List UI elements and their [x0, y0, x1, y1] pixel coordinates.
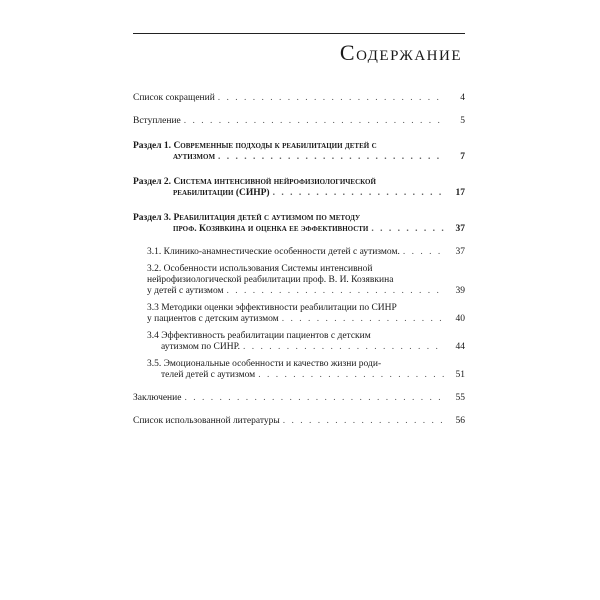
toc-entry-3-3[interactable]: [133, 303, 465, 325]
toc-entry-text: Список сокращений: [133, 93, 215, 103]
toc-entry-3-1[interactable]: [133, 247, 465, 258]
toc-entry-introduction[interactable]: [133, 116, 465, 127]
leader-dots: [403, 247, 444, 258]
page-number: 37: [455, 224, 465, 234]
toc-entry-line1: 3.2. Особенности использования Системы интенсивной: [147, 264, 373, 274]
section-title-line1: Современные подходы к реабилитации детей с: [173, 141, 377, 151]
toc-entry-line3: у детей с аутизмом: [147, 286, 224, 296]
leader-dots: [184, 116, 444, 127]
section-title-line2: аутизмом: [173, 152, 216, 162]
page-number: 51: [455, 370, 465, 380]
section-title-line2: проф. Козявкина и оценка ее эффективности: [173, 224, 369, 234]
leader-dots: [283, 416, 444, 427]
page-title: Содержание: [339, 40, 462, 65]
toc-entry-text: Список использованной литературы: [133, 416, 280, 426]
toc-entry-section-1[interactable]: [133, 141, 465, 163]
toc-entry-conclusion[interactable]: [133, 393, 465, 404]
leader-dots: [218, 93, 444, 104]
leader-dots: [184, 393, 444, 404]
page-number: 17: [455, 188, 465, 198]
toc-entry-text: 3.1. Клинико-анамнестические особенности детей с аутизмом.: [147, 247, 400, 257]
page-number: 55: [455, 393, 465, 403]
section-title-line1: Система интенсивной нейрофизиологической: [173, 177, 376, 187]
toc-entry-3-2[interactable]: [133, 264, 465, 297]
page-number: 4: [460, 93, 465, 103]
toc-entry-line2: аутизмом по СИНР.: [161, 342, 241, 352]
page-number: 7: [460, 152, 465, 162]
toc-entry-references[interactable]: [133, 416, 465, 427]
toc-entry-3-5[interactable]: [133, 359, 465, 381]
toc-entry-line1: 3.4 Эффективность реабилитации пациентов с детским: [147, 331, 371, 341]
leader-dots: [273, 188, 444, 199]
page-number: 56: [455, 416, 465, 426]
section-title-line1: Реабилитация детей с аутизмом по методу: [173, 213, 361, 223]
top-rule: [133, 33, 465, 34]
page-number: 40: [455, 314, 465, 324]
leader-dots: [227, 286, 444, 297]
toc-entry-text: Вступление: [133, 116, 181, 126]
toc-entry-line1: 3.3 Методики оценки эффективности реабилитации по СИНР: [147, 303, 397, 313]
leader-dots: [258, 370, 444, 381]
page-number: 39: [455, 286, 465, 296]
section-label: Раздел 3.: [133, 213, 172, 223]
toc-entry-text: Заключение: [133, 393, 182, 403]
toc-entry-section-2[interactable]: [133, 177, 465, 199]
section-title-line2: реабилитации (СИНР): [173, 188, 270, 198]
toc-entry-section-3[interactable]: [133, 213, 465, 235]
toc-entry-abbreviations[interactable]: [133, 93, 465, 104]
toc-entry-line2: у пациентов с детским аутизмом: [147, 314, 279, 324]
toc-entry-line2: нейрофизиологической реабилитации проф. В. И. Козявкина: [147, 275, 394, 285]
page-number: 5: [460, 116, 465, 126]
page-number: 37: [455, 247, 465, 257]
section-label: Раздел 1.: [133, 141, 172, 151]
page-number: 44: [455, 342, 465, 352]
toc-entry-3-4[interactable]: [133, 331, 465, 353]
leader-dots: [218, 152, 444, 163]
table-of-contents: [133, 93, 465, 427]
toc-entry-line2: телей детей с аутизмом: [161, 370, 256, 380]
leader-dots: [243, 342, 444, 353]
leader-dots: [371, 224, 444, 235]
toc-entry-line1: 3.5. Эмоциональные особенности и качество жизни роди-: [147, 359, 382, 369]
section-label: Раздел 2.: [133, 177, 172, 187]
leader-dots: [282, 314, 444, 325]
